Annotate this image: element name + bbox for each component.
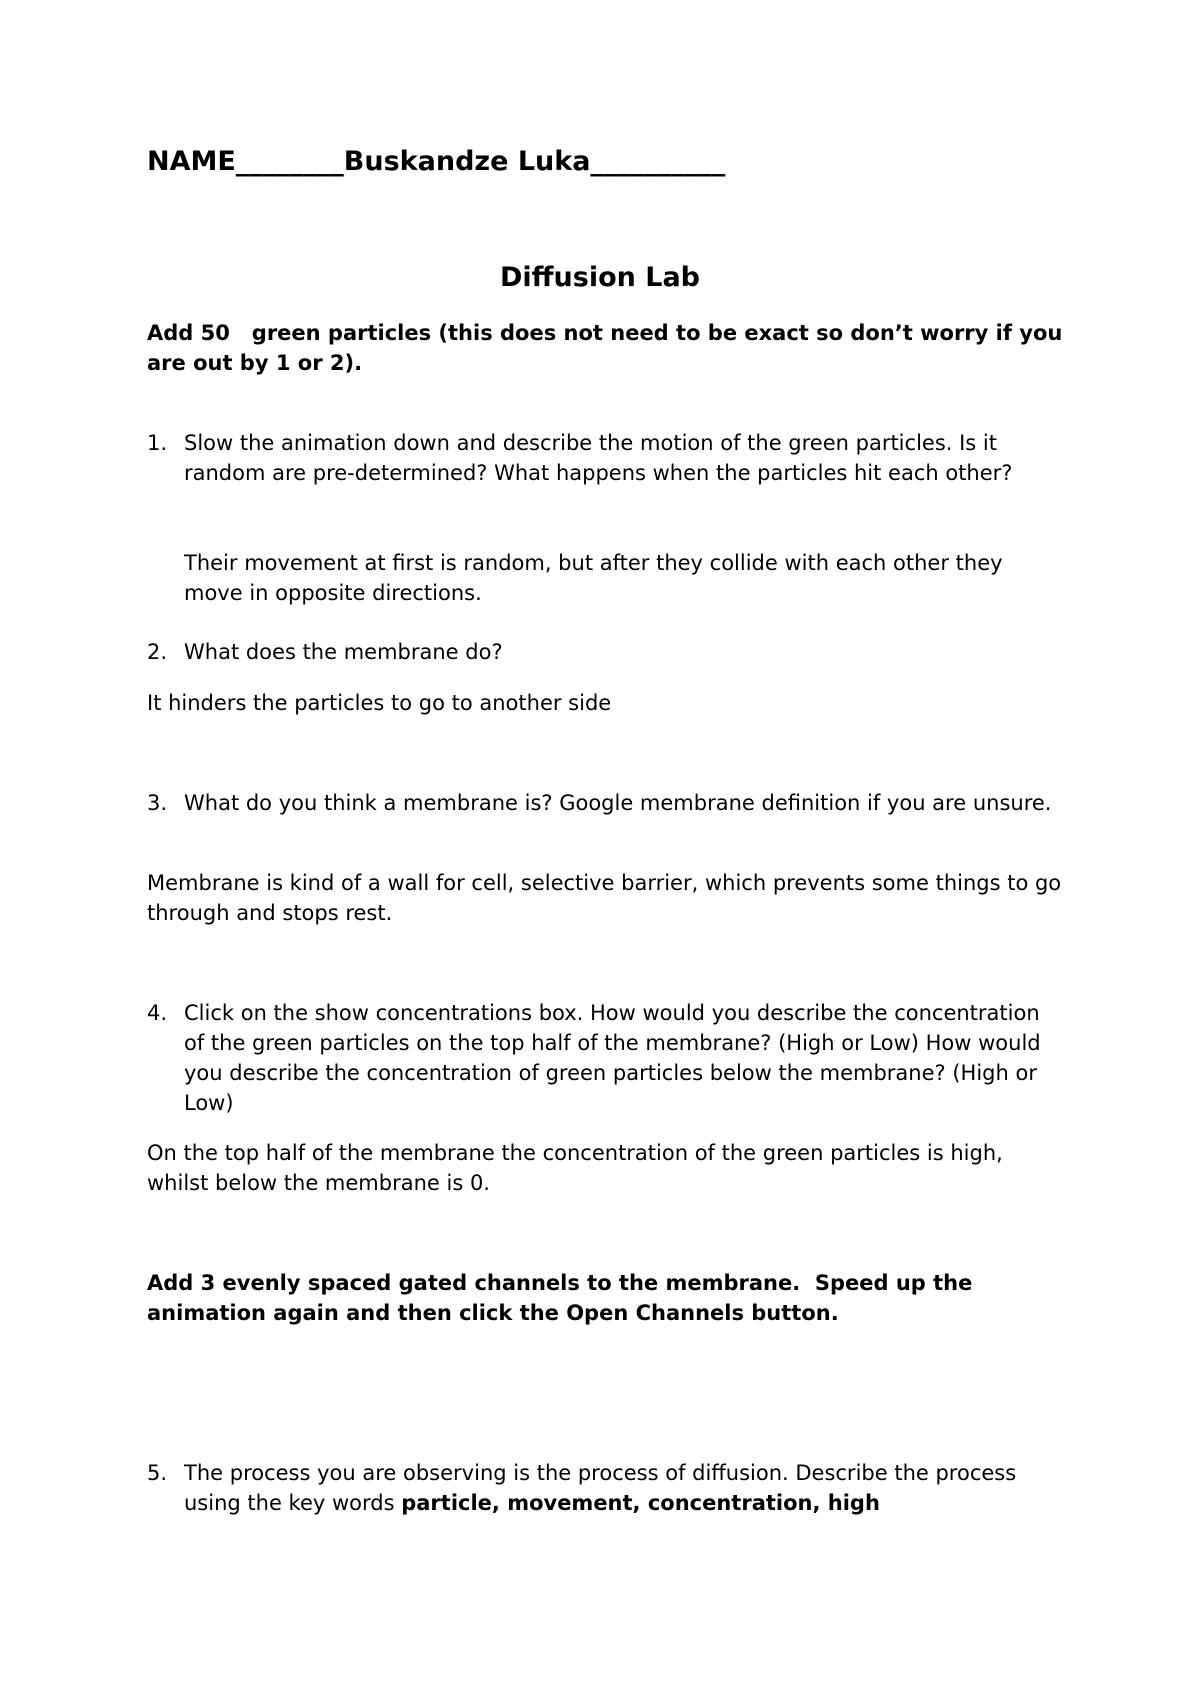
question-3-text: What do you think a membrane is? Google membrane definition if you are unsure. (184, 791, 1052, 815)
question-1-number: 1. (147, 431, 168, 455)
question-5-number: 5. (147, 1461, 168, 1485)
answer-2-text: It hinders the particles to go to another side (147, 691, 612, 715)
question-5-keywords: particle, movement, concentration, high (401, 1491, 880, 1515)
answer-1-text: Their movement at first is random, but after they collide with each other they move in opposite directions. (184, 551, 1003, 605)
channels-instruction: Add 3 evenly spaced gated channels to the membrane. Speed up the animation again and then click the Open Channels button. (147, 1271, 980, 1325)
page-title: Diffusion Lab (499, 262, 700, 293)
question-4-text: Click on the show concentrations box. How would you describe the concentration of the green particles on the top half of the membrane? (High or Low) How would you describe the concentration of green particles below the membrane? (High or Low) (184, 1001, 1041, 1115)
question-2-text: What does the membrane do? (184, 640, 503, 664)
question-1-text: Slow the animation down and describe the motion of the green particles. Is it random are pre-determined? What happens when the particles hit each other? (184, 431, 1013, 485)
question-4-number: 4. (147, 1001, 168, 1025)
intro-instruction: Add 50 green particles (this does not need to be exact so don’t worry if you are out by 1 or 2). (147, 321, 1070, 375)
answer-4-text: On the top half of the membrane the concentration of the green particles is high, whilst below the membrane is 0. (147, 1141, 1010, 1195)
question-5-prompt: The process you are observing is the process of diffusion. Describe the process using the key words (184, 1461, 1017, 1515)
student-name-line: NAME________Buskandze Luka__________ (147, 146, 726, 177)
question-5-text (184, 1458, 1064, 1518)
answer-3-text: Membrane is kind of a wall for cell, selective barrier, which prevents some things to go through and stops rest. (147, 871, 1068, 925)
question-3-number: 3. (147, 791, 168, 815)
question-2-number: 2. (147, 640, 168, 664)
